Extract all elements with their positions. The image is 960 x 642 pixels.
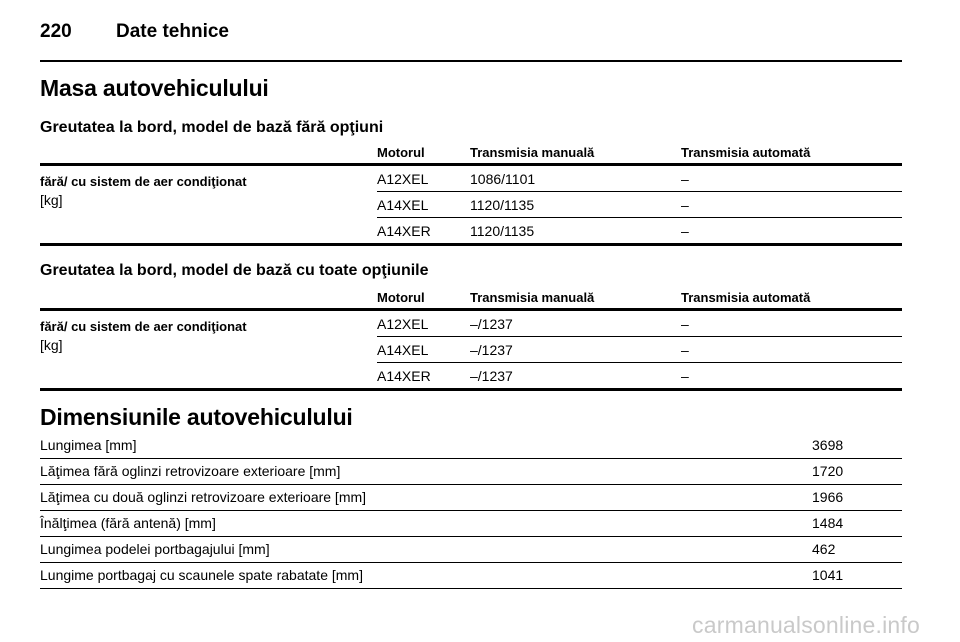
- dimension-label: Lungime portbagaj cu scaunele spate rabatate [mm]: [40, 567, 363, 583]
- header-automatic: Transmisia automată: [681, 145, 811, 160]
- dimension-label: Lungimea [mm]: [40, 437, 137, 453]
- cell-motor: A14XEL: [377, 197, 429, 213]
- header-manual: Transmisia manuală: [470, 145, 595, 160]
- cell-manual: 1120/1135: [470, 197, 535, 213]
- cell-manual: –/1237: [470, 342, 513, 358]
- table-row: [40, 511, 902, 537]
- table2-title: Greutatea la bord, model de bază cu toate opţiunile: [40, 262, 429, 279]
- table-row: [40, 485, 902, 511]
- dimension-label: Înălţimea (fără antenă) [mm]: [40, 515, 216, 531]
- cell-manual: –/1237: [470, 368, 513, 384]
- dimension-value: 1041: [812, 567, 844, 583]
- cell-motor: A12XEL: [377, 316, 429, 332]
- header-automatic: Transmisia automată: [681, 290, 811, 305]
- table2-header: [40, 288, 902, 311]
- weight-table-basic: [40, 143, 902, 239]
- table-row: [377, 311, 902, 337]
- dimensions-table: [40, 433, 902, 589]
- table1-header: [40, 143, 902, 166]
- cell-manual: 1086/1101: [470, 171, 536, 187]
- table-row: [40, 363, 902, 391]
- dimension-value: 1484: [812, 515, 844, 531]
- dimension-value: 1720: [812, 463, 844, 479]
- table-row: [377, 337, 902, 363]
- cell-motor: A14XEL: [377, 342, 429, 358]
- cell-motor: A12XEL: [377, 171, 429, 187]
- watermark: carmanualsonline.info: [692, 612, 920, 638]
- page-title: Date tehnice: [116, 21, 229, 42]
- header-motor: Motorul: [377, 145, 425, 160]
- header-manual: Transmisia manuală: [470, 290, 595, 305]
- header-motor: Motorul: [377, 290, 425, 305]
- table-row: [40, 433, 902, 459]
- table2-row-label: [40, 319, 247, 353]
- table2-label-unit: [kg]: [40, 337, 63, 353]
- table1-label-unit: [kg]: [40, 192, 63, 208]
- dimension-value: 1966: [812, 489, 844, 505]
- dimension-value: 3698: [812, 437, 844, 453]
- page-header: [40, 18, 902, 62]
- cell-automatic: –: [681, 316, 689, 332]
- dimension-label: Lăţimea cu două oglinzi retrovizoare exterioare [mm]: [40, 489, 367, 505]
- table-row: [40, 563, 902, 589]
- cell-automatic: –: [681, 342, 689, 358]
- table1-title: Greutatea la bord, model de bază fără opţiuni: [40, 119, 384, 136]
- weight-table-full: [40, 288, 902, 384]
- cell-automatic: –: [681, 171, 689, 187]
- table1-row-label: [40, 174, 247, 208]
- page-number: 220: [40, 21, 72, 42]
- table-row: [40, 218, 902, 246]
- cell-motor: A14XER: [377, 223, 431, 239]
- cell-manual: 1120/1135: [470, 223, 535, 239]
- dimension-label: Lăţimea fără oglinzi retrovizoare exterioare [mm]: [40, 463, 341, 479]
- table-row: [377, 166, 902, 192]
- table-row: [40, 537, 902, 563]
- section-title-mass: Masa autovehiculului: [40, 75, 269, 101]
- cell-automatic: –: [681, 223, 689, 239]
- section-title-dimensions: Dimensiunile autovehiculului: [40, 404, 353, 430]
- table2-label-bold: fără/ cu sistem de aer condiţionat: [40, 319, 247, 334]
- table-row: [377, 192, 902, 218]
- cell-manual: –/1237: [470, 316, 513, 332]
- dimension-label: Lungimea podelei portbagajului [mm]: [40, 541, 270, 557]
- table1-label-bold: fără/ cu sistem de aer condiţionat: [40, 174, 247, 189]
- dimension-value: 462: [812, 541, 836, 557]
- cell-motor: A14XER: [377, 368, 431, 384]
- cell-automatic: –: [681, 368, 689, 384]
- cell-automatic: –: [681, 197, 689, 213]
- table-row: [40, 459, 902, 485]
